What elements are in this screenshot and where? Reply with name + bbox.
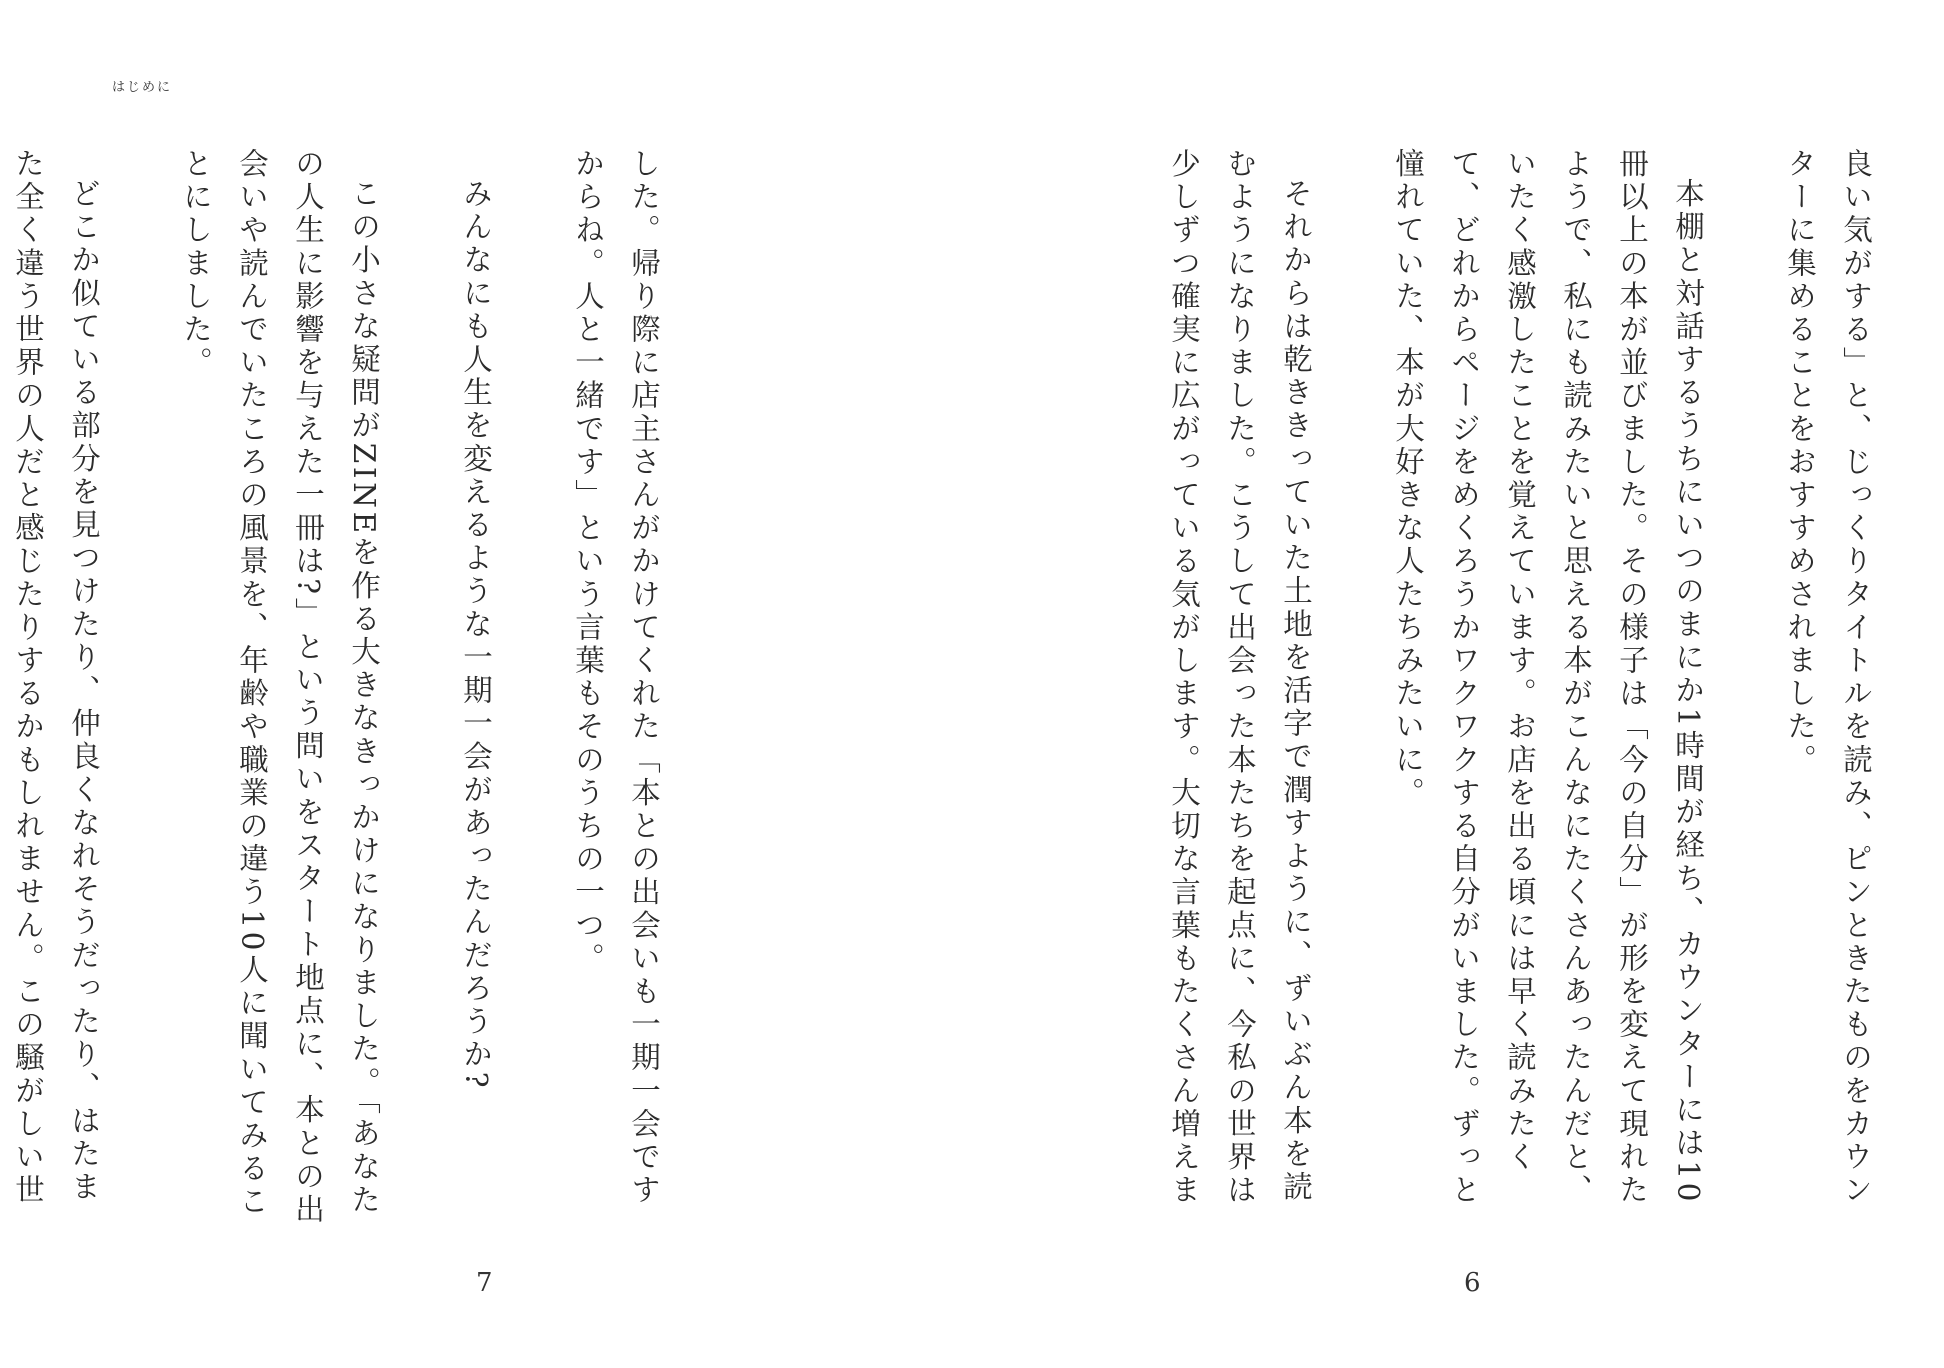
page-number: 7: [476, 1268, 493, 1298]
paragraph: みんなにも人生を変えるような一期一会があったんだろうか?: [459, 177, 493, 1091]
running-head: はじめに: [112, 80, 173, 95]
paragraph: 良い気がする」と、じっくりタイトルを読み、ピンときたものをカウンターに集めることをおすすめされました。: [1783, 148, 1873, 1208]
paragraph-spacer: [392, 148, 448, 1233]
paragraph-spacer: [504, 148, 560, 1233]
paragraph-spacer: [1324, 148, 1380, 1233]
paragraph: それからは乾ききっていた土地を活字で潤すように、ずいぶん本を読むようになりました。こうして出会った本たちを起点に、今私の世界は少しずつ確実に広がっている気がします。大切な言葉もたくさん増えま: [1167, 148, 1313, 1208]
right-page-body: [1156, 148, 1884, 1233]
paragraph: どこか似ている部分を見つけたり、仲良くなれそうだったり、はたまた全く違う世界の人だと感じたりするかもしれません。この騒がしい世: [11, 148, 101, 1208]
left-page-body: [0, 148, 672, 1233]
paragraph-spacer: [1716, 148, 1772, 1233]
page-number: 6: [1464, 1268, 1481, 1298]
paragraph: 本棚と対話するうちにいつのまにか1時間が経ち、カウンターには10冊以上の本が並びました。その様子は「今の自分」が形を変えて現れたようで、私にも読みたいと思える本がこんなにたくさんあったんだと、いたく感激したことを覚えています。お店を出る頃には早く読みたくて、どれからページをめくろうかワクワクする自分がいました。ずっと憧れていた、本が大好きな人たちみたいに。: [1391, 148, 1705, 1208]
paragraph-spacer: [112, 148, 168, 1233]
paragraph: この小さな疑問がZINEを作る大きなきっかけになりました。「あなたの人生に影響を与えた一冊は?」という問いをスタート地点に、本との出会いや読んでいたころの風景を、年齢や職業の違う10人に聞いてみることにしました。: [179, 148, 381, 1227]
right-page: [972, 0, 1944, 1368]
paragraph: した。帰り際に店主さんがかけてくれた「本との出会いも一期一会ですからね。人と一緒です」という言葉もそのうちの一つ。: [571, 148, 661, 1208]
